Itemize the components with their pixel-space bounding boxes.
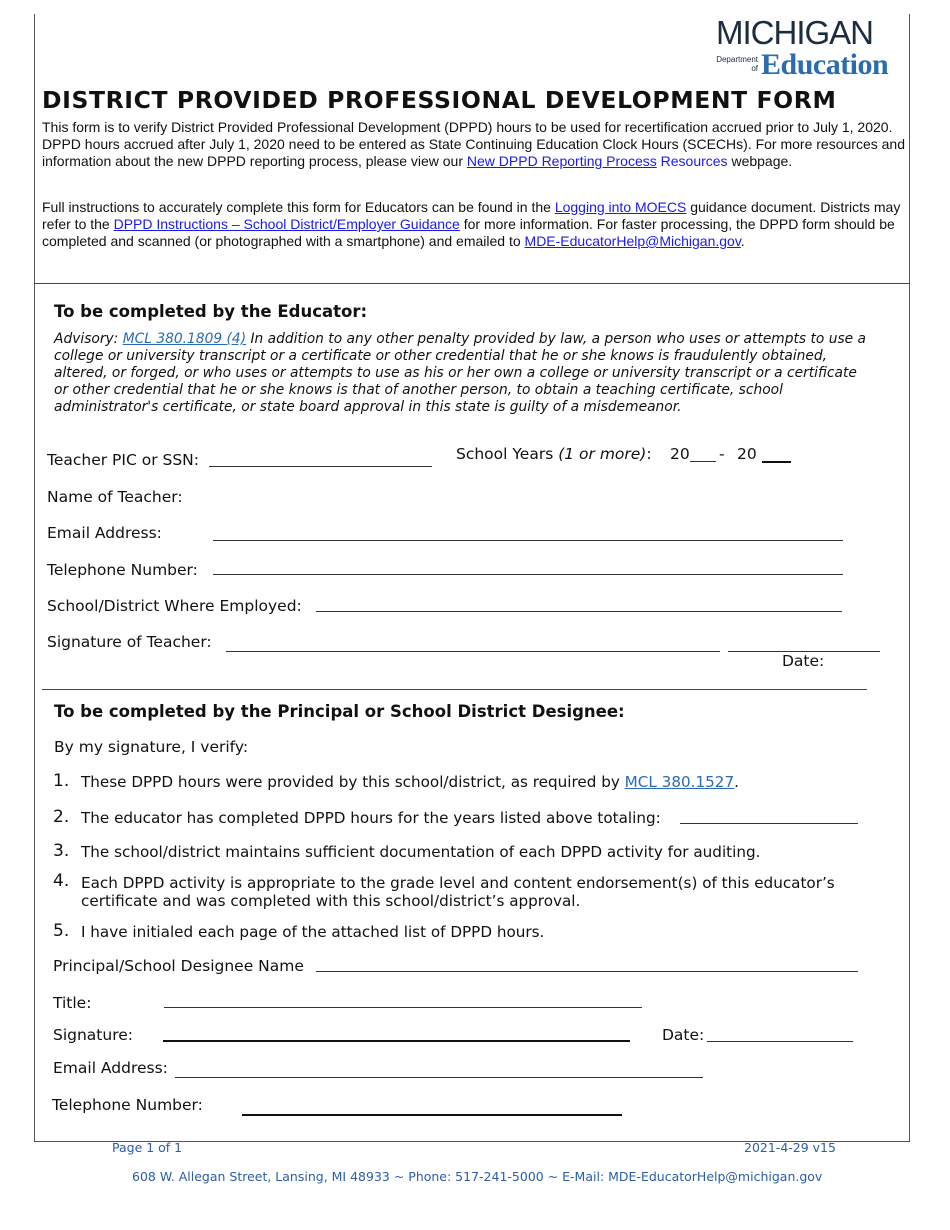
designee-date-field[interactable]	[707, 1041, 853, 1042]
item-2-text: The educator has completed DPPD hours for the years listed above totaling:	[81, 809, 661, 827]
teacher-pic-field[interactable]	[209, 466, 432, 467]
mcl-380-1809-link[interactable]: MCL 380.1809 (4)	[122, 331, 247, 347]
teacher-phone-label: Telephone Number:	[47, 561, 198, 579]
dppd-instructions-link[interactable]: DPPD Instructions – School District/Employer Guidance	[113, 216, 460, 232]
item-3-text: The school/district maintains sufficient documentation of each DPPD activity for auditing.	[81, 843, 761, 861]
intro-paragraph-2: Full instructions to accurately complete this form for Educators can be found in the Logging into MOECS guidance document. Districts may refer to the DPPD Instructions – School District/Employer Guidance for more information. For faster processing, the DPPD form should be completed and scanned (or photographed with a smartphone) and emailed to MDE-EducatorHelp@Michigan.gov.	[42, 199, 901, 249]
teacher-signature-field[interactable]	[226, 651, 720, 652]
item-4-number: 4.	[53, 871, 70, 891]
designee-date-label: Date:	[662, 1026, 705, 1044]
section-divider	[42, 689, 867, 690]
logo-michigan-text: MICHIGAN	[716, 14, 873, 51]
intro-paragraph-1: This form is to verify District Provided Professional Development (DPPD) hours to be used for recertification accrued prior to July 1, 2020. DPPD hours accrued after July 1, 2020 need to be entered as State Continuing Education Clock Hours (SCECHs). For more resources and information about the new DPPD reporting process, please view our New DPPD Reporting Process Resources webpage.	[42, 119, 905, 169]
school-years-label: School Years (1 or more):	[456, 445, 652, 463]
teacher-phone-field[interactable]	[213, 574, 843, 575]
footer-address: 608 W. Allegan Street, Lansing, MI 48933 ~ Phone: 517-241-5000 ~ E-Mail: MDE-EducatorHelp@michigan.gov	[132, 1169, 823, 1184]
form-version: 2021-4-29 v15	[744, 1140, 836, 1155]
new-dppd-reporting-link[interactable]: New DPPD Reporting Process	[466, 153, 657, 169]
year-dash: -	[719, 445, 725, 463]
designee-title-field[interactable]	[164, 1007, 642, 1008]
verify-text: By my signature, I verify:	[54, 738, 249, 756]
item-1-number: 1.	[53, 771, 70, 791]
teacher-pic-label: Teacher PIC or SSN:	[47, 451, 199, 469]
resources-link[interactable]: Resources	[660, 153, 728, 169]
item-1-text: These DPPD hours were provided by this school/district, as required by MCL 380.1527.	[81, 773, 739, 791]
designee-phone-label: Telephone Number:	[52, 1096, 203, 1114]
year-to-prefix: 20	[737, 445, 757, 463]
designee-phone-field[interactable]	[242, 1114, 622, 1116]
year-from-prefix: 20	[670, 445, 690, 463]
teacher-name-label: Name of Teacher:	[47, 488, 183, 506]
advisory-text: Advisory: MCL 380.1809 (4) In addition to any other penalty provided by law, a person who uses or attempts to use a college or university transcript or a certificate or other credential that he or she knows is fraudulently obtained, altered, or forged, or who uses or attempts to use as his or her own a college or university transcript or a certificate or other credential that he or she knows is that of another person, to obtain a teaching certificate, school administrator's certificate, or state board approval in this state is guilty of a misdemeanor.	[54, 331, 866, 415]
designee-signature-field[interactable]	[163, 1040, 630, 1042]
item-5-number: 5.	[53, 921, 70, 941]
teacher-email-field[interactable]	[213, 540, 843, 541]
school-district-label: School/District Where Employed:	[47, 597, 302, 615]
dppd-hours-total-field[interactable]	[680, 823, 858, 824]
designee-title-label: Title:	[53, 994, 92, 1012]
designee-email-label: Email Address:	[53, 1059, 168, 1077]
header-divider	[34, 283, 910, 284]
mcl-380-1527-link[interactable]: MCL 380.1527	[624, 773, 735, 791]
designee-signature-label: Signature:	[53, 1026, 133, 1044]
year-from-field[interactable]	[690, 461, 716, 462]
logo-education-text: Education	[761, 48, 889, 81]
michigan-education-logo	[716, 10, 896, 80]
logging-into-moecs-link[interactable]: Logging into MOECS	[554, 199, 687, 215]
item-5-text: I have initialed each page of the attached list of DPPD hours.	[81, 923, 545, 941]
item-4-text: Each DPPD activity is appropriate to the grade level and content endorsement(s) of this educator’s certificate and was completed with this school/district’s approval.	[81, 874, 835, 910]
educator-section-heading: To be completed by the Educator:	[54, 302, 368, 321]
teacher-date-label: Date:	[782, 652, 825, 670]
designee-name-label: Principal/School Designee Name	[53, 957, 304, 975]
designee-email-field[interactable]	[175, 1077, 703, 1078]
item-2-number: 2.	[53, 807, 70, 827]
designee-name-field[interactable]	[316, 971, 858, 972]
logo-department-text: Department of	[716, 55, 758, 73]
teacher-signature-label: Signature of Teacher:	[47, 633, 212, 651]
year-to-field[interactable]	[762, 461, 791, 463]
page-number: Page 1 of 1	[112, 1140, 183, 1155]
principal-section-heading: To be completed by the Principal or School District Designee:	[54, 702, 625, 721]
teacher-email-label: Email Address:	[47, 524, 162, 542]
educator-help-email-link[interactable]: MDE-EducatorHelp@Michigan.gov	[524, 233, 741, 249]
school-district-field[interactable]	[316, 611, 842, 612]
item-3-number: 3.	[53, 841, 70, 861]
page-title: DISTRICT PROVIDED PROFESSIONAL DEVELOPMENT FORM	[42, 86, 837, 114]
